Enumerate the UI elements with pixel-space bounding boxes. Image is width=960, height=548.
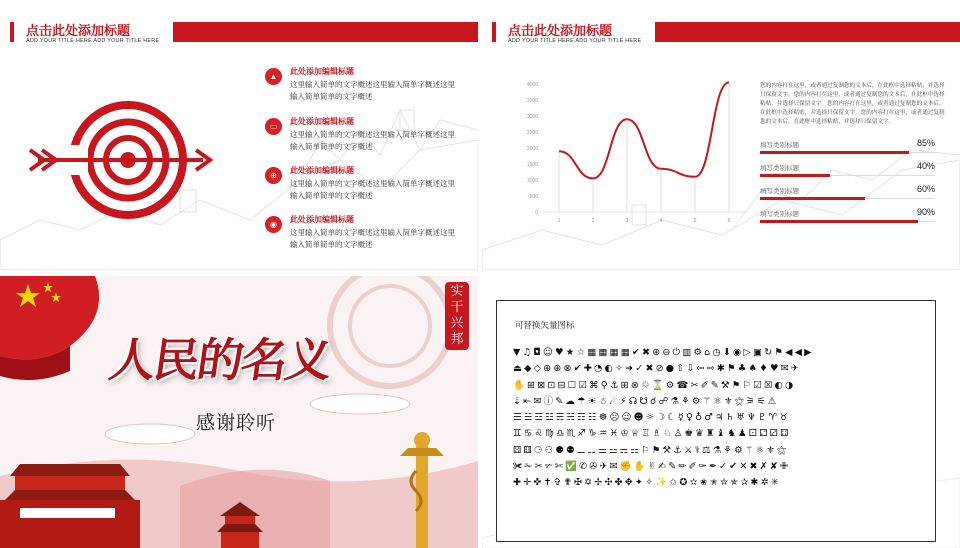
x-tick-label: 2 (591, 218, 595, 224)
progress-bar (760, 209, 935, 222)
temple-illustration (215, 496, 265, 548)
title-decor-bar (173, 22, 478, 42)
main-title: 人民的名义 (105, 333, 334, 387)
monitor-icon: ▭ (265, 118, 282, 135)
y-tick-label: 0 (535, 210, 538, 216)
globe-icon: ⊕ (265, 167, 282, 184)
series-line (559, 82, 729, 178)
bar-value: 60% (916, 184, 935, 194)
y-tick-label: 2000 (526, 146, 538, 152)
slide-2-thumbnail[interactable] (482, 0, 960, 270)
icon-row: ✀✁✂✃✄✅✆✇✈✉✊✋✌✍✎✏✐✑✒✓✔✕✖✗✘✙ (513, 461, 791, 473)
y-tick-label: 3500 (526, 98, 538, 104)
item-text: 这里输入简单的文字概述这里输入简单字概述这里输入简单简单的文字概述 (290, 228, 455, 249)
icon-row: ✚✛✜✝✞✟✠✡✢✣✤✥✦✧✨✩✪✫✬✭✮✯✰✱✲✳ (513, 477, 782, 489)
target-arrow-icon (28, 95, 218, 225)
x-tick-label: 4 (659, 218, 663, 224)
seal-stamp: 实干兴邦 (445, 282, 469, 350)
item-title: 此处添加编辑标题 (290, 67, 354, 76)
flag-icon (0, 276, 120, 396)
item-text: 这里输入简单的文字概述这里输入简单字概述这里输入简单简单的文字概述 (290, 130, 455, 151)
item-title: 此处添加编辑标题 (290, 166, 354, 175)
bar-fill (760, 174, 830, 177)
bar-fill (760, 220, 918, 223)
icon-row: ⇣⇤✉ⓘ✎☁☂☀☃☄⚡☊☋☌☍⚗⚘⚙⚚⚛⚜⚝⚞⚟⚠ (513, 395, 779, 407)
item-title: 此处添加编辑标题 (290, 215, 354, 224)
title-accent-bar (10, 22, 14, 42)
body-paragraph: 您的内容打在这里，或者通过复制您的文本后，在此框中选择粘贴，并选择只保留文字。您的内容打在这里，或者通过复制您的文本后，在此框中选择粘贴，并选择只保留文字。您的内容打在这里，或者通过复制您的文本后，在此框中选择粘贴，并选择只保留文字。您的内容打在这里，或者通过复制您的文本后，在此框中选择粘贴，并选择只保留文字。 (760, 83, 945, 125)
x-tick-label: 5 (693, 218, 697, 224)
slide-subtitle: ADD YOUR TITLE HERE ADD YOUR TITLE HERE (26, 38, 160, 44)
slide-1-thumbnail[interactable] (0, 0, 478, 270)
tiananmen-illustration (0, 456, 140, 548)
slide-4-thumbnail[interactable] (482, 276, 960, 548)
icon-row: ⏏◆◇⊕⊕⊗✔✚◔◐✧➜✓✖⊘●⇧⇩⇦⇨✱⚑♣♠♦♥✉✈ (513, 363, 801, 375)
icon-library-panel (496, 300, 936, 542)
icon-row: ⚄⚅⚆⚇⚈⚉⚊⚋⚌⚍⚎⚏⚐⚑⚒⚓⚔⚕⚖⚗⚘⚙⚚⚛⚜⚝ (513, 444, 789, 456)
bar-label: 填写类别标题 (760, 141, 799, 149)
y-tick-label: 3000 (526, 114, 538, 120)
title-decor-bar (655, 22, 960, 42)
item-text: 这里输入简单的文字概述这里输入简单字概述这里输入简单简单的文字概述 (290, 80, 455, 101)
bar-label: 填写类别标题 (760, 187, 799, 195)
slide-subtitle: ADD YOUR TITLE HERE ADD YOUR TITLE HERE (508, 38, 642, 44)
bar-label: 填写类别标题 (760, 164, 799, 172)
icon-grid (513, 345, 923, 492)
y-tick-label: 1500 (526, 162, 538, 168)
huabiao-column-illustration (392, 426, 452, 548)
progress-bar (760, 140, 935, 153)
x-tick-label: 1 (557, 218, 561, 224)
slide-title: 点击此处添加标题 (26, 24, 131, 39)
x-tick-label: 6 (727, 218, 731, 224)
bar-label: 填写类别标题 (760, 210, 799, 218)
icon-row: ▼♫◘☺♥★☆▦▦▦▦✔✖⊕⊖⏻▥⚙⌂◷⬇◉▷▣↻⚑◀◀▶ (513, 347, 814, 358)
y-tick-label: 2500 (526, 130, 538, 136)
progress-bar (760, 186, 935, 199)
target-icon: ◉ (265, 216, 282, 233)
thanks-text: 感谢聆听 (196, 412, 277, 434)
bar-fill (760, 197, 865, 200)
line-chart (512, 78, 752, 228)
bar-value: 90% (916, 207, 935, 217)
icon-row: ☰☱☲☳☴☵☶☷☸☹☺☻☼☽☾☿♀♁♂♃♄♅♆♇♈♉ (513, 412, 790, 424)
panel-caption: 可替换矢量图标 (515, 321, 575, 331)
y-tick-label: 4000 (526, 82, 538, 88)
progress-bar (760, 163, 935, 176)
bar-value: 40% (916, 161, 935, 171)
item-title: 此处添加编辑标题 (290, 117, 354, 126)
bar-fill (760, 151, 909, 154)
chart-icon: ▲ (265, 68, 282, 85)
bar-value: 85% (916, 138, 935, 148)
slide-3-thumbnail[interactable] (0, 276, 478, 548)
y-tick-label: 1000 (526, 178, 538, 184)
slide-title: 点击此处添加标题 (508, 24, 613, 39)
y-tick-label: 500 (529, 194, 538, 200)
item-text: 这里输入简单的文字概述这里输入简单字概述这里输入简单简单的文字概述 (290, 179, 455, 200)
icon-row: ✋⊞⊠⊡⊟☐☑⌘⚲⚓⊞⊗♲⌛⚙☎✂✐✎⚒⚑⚐☑☒◐◑ (513, 379, 796, 391)
x-tick-label: 3 (625, 218, 629, 224)
icon-row: ♊♋♌♍♎♏♐♑♒♓♔♕♖♗♘♙♚♛♜♝♞♟⚀⚁⚂⚃ (513, 428, 791, 440)
title-accent-bar (492, 22, 496, 42)
